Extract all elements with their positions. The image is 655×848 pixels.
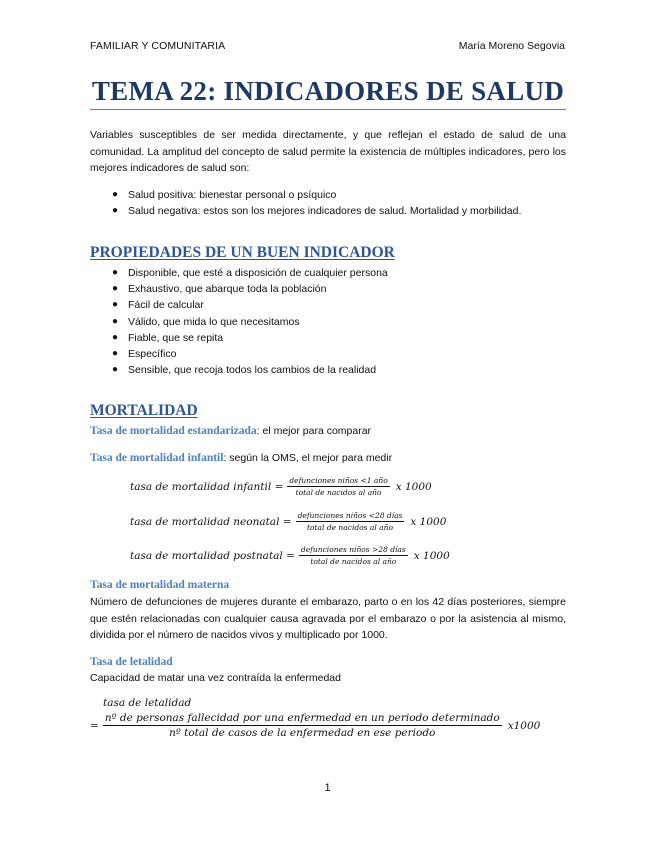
tasa-letalidad-heading: Tasa de letalidad (90, 656, 173, 668)
formula-fraction (103, 712, 502, 739)
tasa-materna-paragraph: Número de defunciones de mujeres durante el embarazo, parto o en los 42 días posteriores, siempre que estén relacionadas con cualquier causa agravada por el embarazo o por la asistencia al mismo, dividida por el número de nacidos vivos y multiplicado por 1000. (90, 596, 566, 641)
list-item: ● Válido, que mida lo que necesitamos (90, 314, 566, 330)
intro-bullet-list (90, 187, 566, 219)
list-item: ● Exhaustivo, que abarque toda la población (90, 281, 566, 297)
formula-multiplier: x 1000 (410, 515, 447, 528)
formula-fraction (287, 476, 389, 497)
tasa-letalidad-text: Capacidad de matar una vez contraída la enfermedad (90, 672, 341, 684)
section-heading-propiedades: PROPIEDADES DE UN BUEN INDICADOR (90, 244, 395, 261)
bullet-icon: ● (112, 267, 119, 278)
bullet-icon: ● (112, 283, 119, 295)
formula-fraction (299, 545, 408, 566)
formula-lhs: tasa de mortalidad neonatal = (130, 515, 292, 528)
intro-paragraph: Variables susceptibles de ser medida directamente, y que reflejan el estado de salud de una comunidad. La amplitud del concepto de salud permite la existencia de múltiples indicadores, pero los mejores indicadores de salud son: (90, 129, 566, 174)
formula-letalidad-lhs: tasa de letalidad (103, 697, 192, 709)
formula-multiplier: x 1000 (413, 549, 450, 562)
list-item: ● Disponible, que esté a disposición de cualquier persona (90, 265, 566, 281)
formula-fraction (296, 511, 405, 532)
tasa-estandarizada-label: Tasa de mortalidad estandarizada (90, 425, 257, 437)
formula-letalidad (90, 712, 540, 739)
formula-denominator: total de nacidos al año (310, 557, 397, 566)
header-author: María Moreno Segovia (458, 40, 565, 52)
list-item: ● Salud negativa: estos son los mejores indicadores de salud. Mortalidad y morbilidad. (90, 203, 566, 219)
formula-lhs: tasa de mortalidad postnatal = (130, 549, 295, 562)
page-title: TEMA 22: INDICADORES DE SALUD (91, 76, 565, 106)
list-item: ● Salud positiva: bienestar personal o psíquico (90, 187, 566, 203)
formula-mortalidad-neonatal (130, 511, 446, 532)
bullet-icon: ● (112, 205, 119, 217)
formula-numerator: defunciones niños <1 año (289, 476, 388, 485)
bullet-icon: ● (112, 331, 119, 343)
list-item: ● Específico (90, 346, 566, 362)
page-number: 1 (324, 782, 331, 794)
formula-numerator: defunciones niños <28 días (297, 511, 403, 520)
formula-numerator: nº de personas fallecidad por una enfermedad en un periodo determinado (104, 712, 500, 724)
formula-mortalidad-postnatal (130, 545, 450, 566)
section-heading-mortalidad: MORTALIDAD (90, 402, 198, 419)
formula-multiplier: x1000 (507, 719, 541, 732)
formula-denominator: total de nacidos al año (295, 488, 382, 497)
tasa-estandarizada-line (90, 423, 566, 439)
formula-lhs: tasa de mortalidad infantil = (130, 480, 284, 493)
bullet-icon: ● (112, 189, 119, 200)
formula-denominator: nº total de casos de la enfermedad en ese periodo (169, 727, 436, 739)
title-underline-rule (90, 109, 566, 110)
tasa-infantil-text: : según la OMS, el mejor para medir (223, 452, 393, 464)
list-item: ● Sensible, que recoja todos los cambios de la realidad (90, 362, 566, 378)
tasa-estandarizada-text: : el mejor para comparar (256, 425, 372, 437)
tasa-infantil-label: Tasa de mortalidad infantil (90, 452, 224, 464)
bullet-icon: ● (112, 299, 119, 311)
formula-mortalidad-infantil (130, 476, 432, 497)
header-subject: FAMILIAR Y COMUNITARIA (90, 40, 226, 52)
bullet-icon: ● (112, 364, 119, 376)
propiedades-list (90, 265, 566, 378)
formula-equals: = (90, 719, 99, 732)
formula-multiplier: x 1000 (395, 480, 432, 493)
list-item: ● Fiable, que se repita (90, 330, 566, 346)
formula-numerator: defunciones niños >28 días (300, 545, 406, 554)
tasa-materna-heading: Tasa de mortalidad materna (90, 579, 230, 591)
list-item: ● Fácil de calcular (90, 297, 566, 313)
tasa-infantil-line (90, 450, 566, 466)
bullet-icon: ● (112, 315, 119, 327)
bullet-icon: ● (112, 348, 119, 360)
formula-denominator: total de nacidos al año (307, 523, 393, 532)
